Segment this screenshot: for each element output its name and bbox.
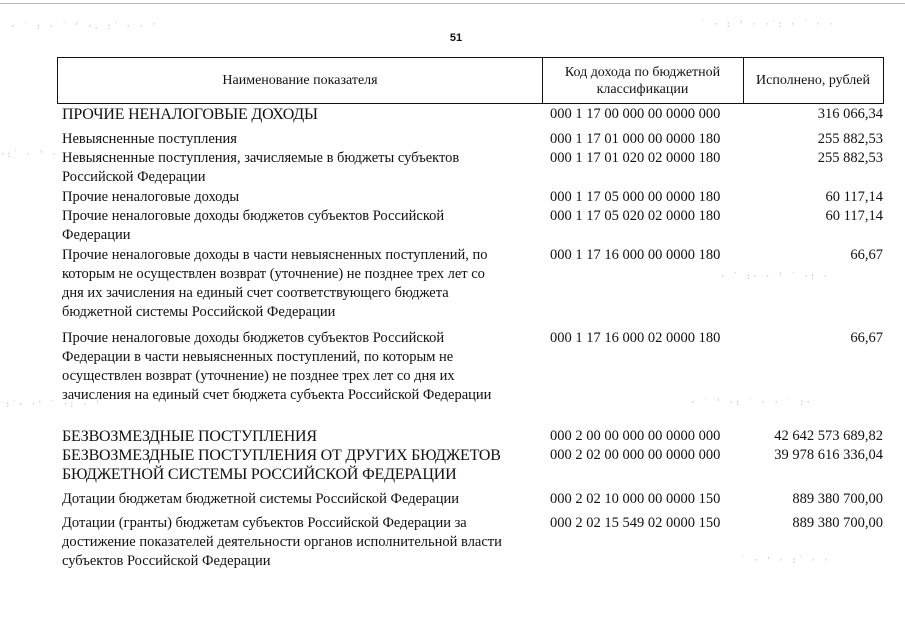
row-code: 000 1 17 05 020 02 0000 180 (550, 208, 721, 224)
row-code: 000 1 17 16 000 00 0000 180 (550, 247, 721, 263)
row-amount: 889 380 700,00 (792, 515, 883, 531)
row-code: 000 1 17 05 000 00 0000 180 (550, 189, 721, 205)
row-code: 000 1 17 01 000 00 0000 180 (550, 131, 721, 147)
scan-noise: ·:˙ · ' · (0, 150, 58, 160)
table-header (57, 57, 884, 104)
row-code: 000 2 00 00 000 00 0000 000 (550, 428, 721, 444)
row-code: 000 2 02 15 549 02 0000 150 (550, 515, 721, 531)
row-name: Дотации бюджетам бюджетной системы Российской Федерации (62, 491, 460, 507)
row-code: 000 1 17 00 000 00 0000 000 (550, 106, 721, 122)
header-name: Наименование показателя (222, 73, 378, 88)
scan-noise: · ˙ :· · ' ˙ ·: · (720, 272, 830, 282)
row-amount: 255 882,53 (817, 150, 883, 166)
scan-noise: :˙· ·' ˙ ·: · ' (5, 400, 102, 410)
row-code: 000 2 02 10 000 00 0000 150 (550, 491, 721, 507)
row-code: 000 2 02 00 000 00 0000 000 (550, 447, 721, 463)
row-code: 000 1 17 16 000 02 0000 180 (550, 330, 721, 346)
row-amount: 255 882,53 (817, 131, 883, 147)
scan-noise: ˙ · : ' · ·˙: · ˙ · · (700, 20, 835, 30)
row-amount: 60 117,14 (825, 208, 883, 224)
row-name: Прочие неналоговые доходы бюджетов субъектов Российской Федерации (62, 208, 445, 243)
row-name: Дотации (гранты) бюджетам субъектов Российской Федерации за достижение показателей деятельности органов исполнительной власти субъектов Российской Федерации (62, 515, 502, 569)
row-amount: 66,67 (850, 247, 883, 263)
row-name: Прочие неналоговые доходы в части невыясненных поступлений, по которым не осуществлен возврат (уточнение) не позднее трех лет со дня их зачисления на единый счет соответствующего бюджета бюджетной системы Российской Федерации (62, 247, 488, 320)
row-name: БЕЗВОЗМЕЗДНЫЕ ПОСТУПЛЕНИЯ (62, 428, 317, 445)
row-amount: 39 978 616 336,04 (774, 447, 883, 463)
row-amount: 66,67 (850, 330, 883, 346)
header-code: Код дохода по бюджетной классификации (564, 64, 721, 97)
row-code: 000 1 17 01 020 02 0000 180 (550, 150, 721, 166)
row-name: Невыясненные поступления, зачисляемые в бюджеты субъектов Российской Федерации (62, 150, 460, 185)
row-name: Прочие неналоговые доходы (62, 189, 240, 205)
row-name: Прочие неналоговые доходы бюджетов субъектов Российской Федерации в части невыясненных поступлений, по которым не осуществлен возврат (уточнение) не позднее трех лет со дня их зачисления на единый счет бюджета субъекта Российской Федерации (62, 330, 492, 403)
page-number: 51 (449, 32, 463, 44)
row-amount: 42 642 573 689,82 (774, 428, 883, 444)
scan-noise: · ˙ : · ˙ ' ·. :˙ · · ' (10, 22, 158, 32)
row-amount: 60 117,14 (825, 189, 883, 205)
scan-noise: ˙ · ' · :˙ · · (740, 556, 830, 566)
row-name: БЕЗВОЗМЕЗДНЫЕ ПОСТУПЛЕНИЯ ОТ ДРУГИХ БЮДЖЕТОВ БЮДЖЕТНОЙ СИСТЕМЫ РОССИЙСКОЙ ФЕДЕРАЦИИ (62, 447, 501, 483)
row-amount: 889 380 700,00 (792, 491, 883, 507)
row-amount: 316 066,34 (817, 106, 883, 122)
row-name: ПРОЧИЕ НЕНАЛОГОВЫЕ ДОХОДЫ (62, 106, 318, 123)
row-name: Невыясненные поступления (62, 131, 237, 147)
top-rule (0, 3, 905, 4)
scan-noise: · ˙ ' ·: ˙ · · ˙ :· (690, 398, 812, 408)
header-amount: Исполнено, рублей (756, 73, 870, 88)
